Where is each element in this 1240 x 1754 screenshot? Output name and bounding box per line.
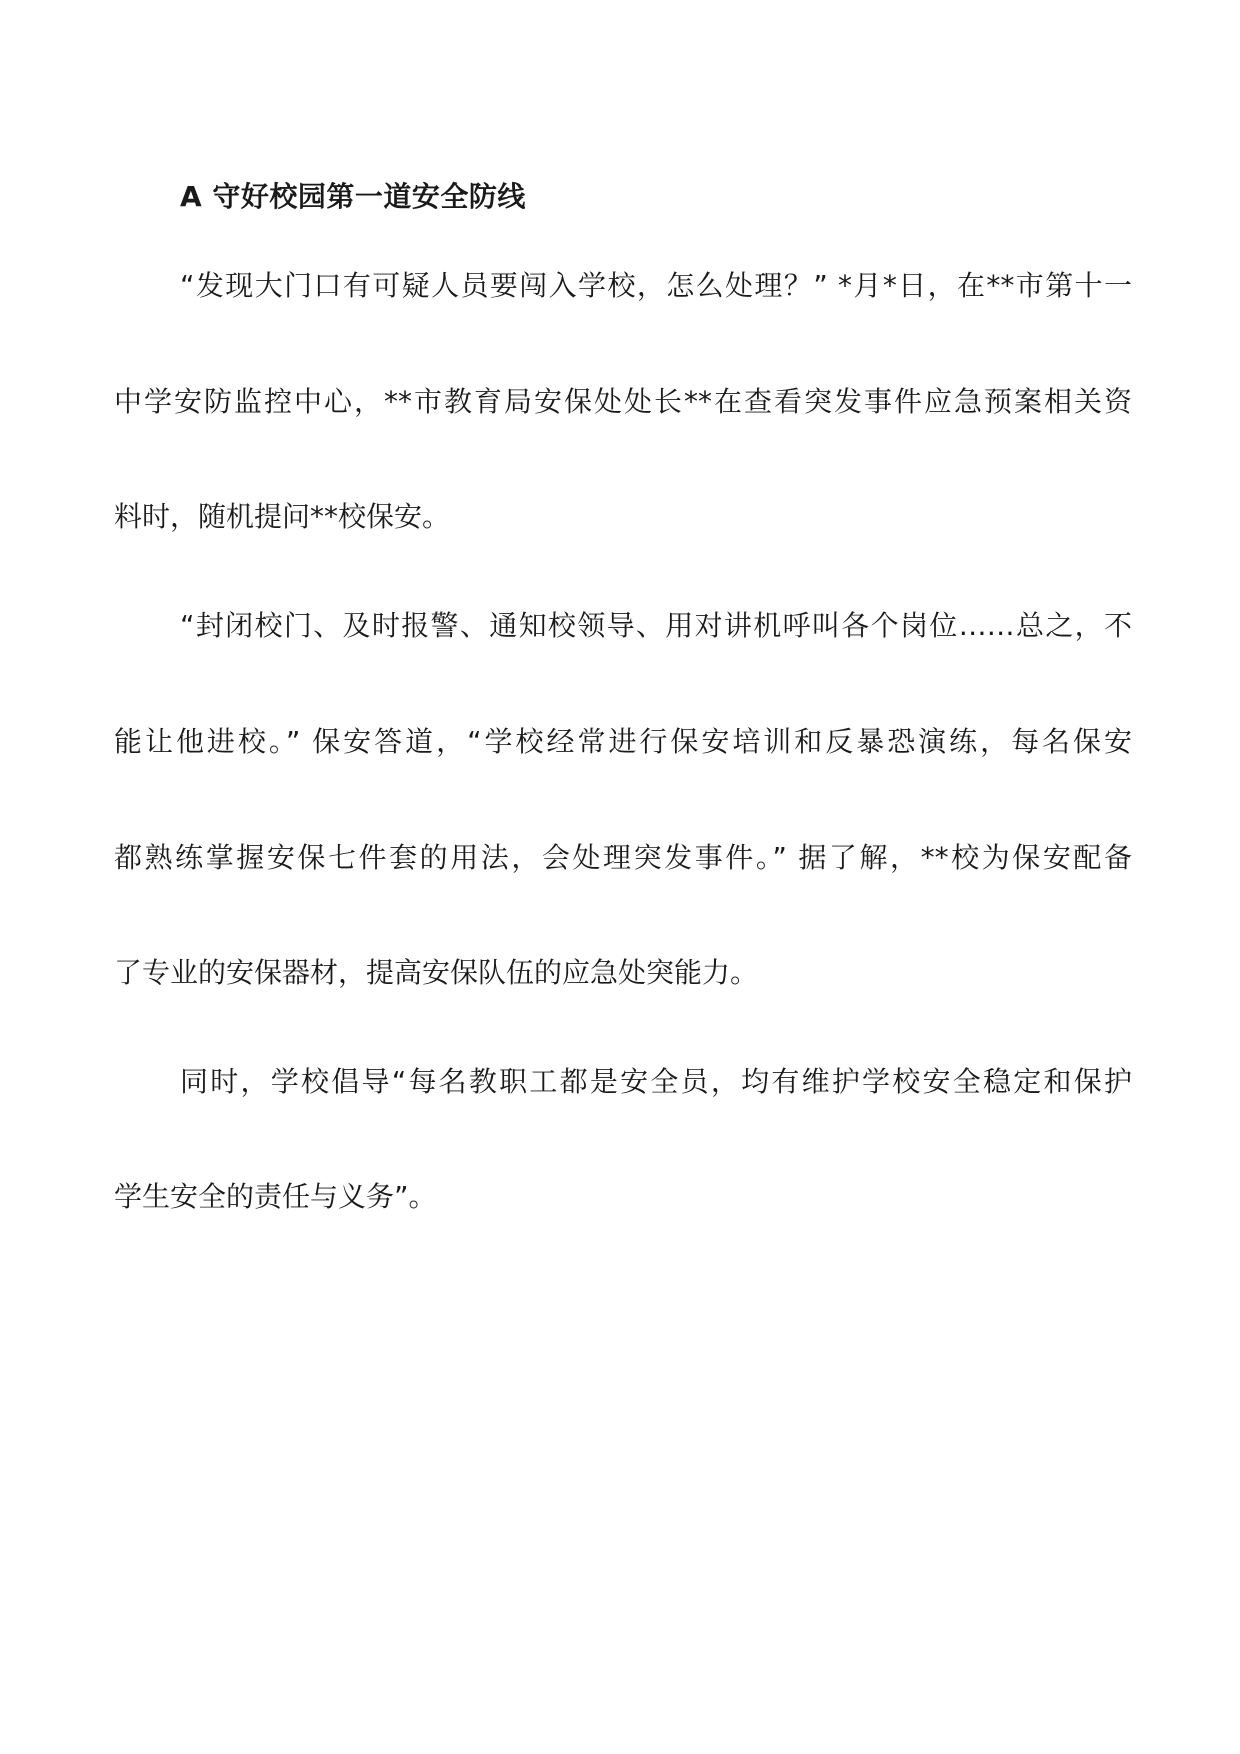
paragraph-2-line-1: “封闭校门、及时报警、通知校领导、用对讲机呼叫各个岗位……总之，不 (180, 609, 1132, 642)
paragraph-3-line-1: 同时，学校倡导“每名教职工都是安全员，均有维护学校安全稳定和保护 (180, 1065, 1132, 1098)
paragraph-2-line-3: 都熟练掌握安保七件套的用法，会处理突发事件。” 据了解，**校为保安配备 (114, 841, 1132, 874)
paragraph-1-line-1: “发现大门口有可疑人员要闯入学校，怎么处理？” *月*日，在**市第十一 (180, 269, 1132, 302)
paragraph-1-line-3: 料时，随机提问**校保安。 (114, 500, 451, 533)
paragraph-2-line-2: 能让他进校。” 保安答道，“学校经常进行保安培训和反暴恐演练，每名保安 (114, 725, 1132, 758)
paragraph-2-line-4: 了专业的安保器材，提高安保队伍的应急处突能力。 (114, 956, 759, 989)
section-heading: A 守好校园第一道安全防线 (180, 180, 526, 213)
paragraph-3-line-2: 学生安全的责任与义务”。 (114, 1180, 437, 1213)
paragraph-1-line-2: 中学安防监控中心，**市教育局安保处处长**在查看突发事件应急预案相关资 (114, 385, 1132, 418)
